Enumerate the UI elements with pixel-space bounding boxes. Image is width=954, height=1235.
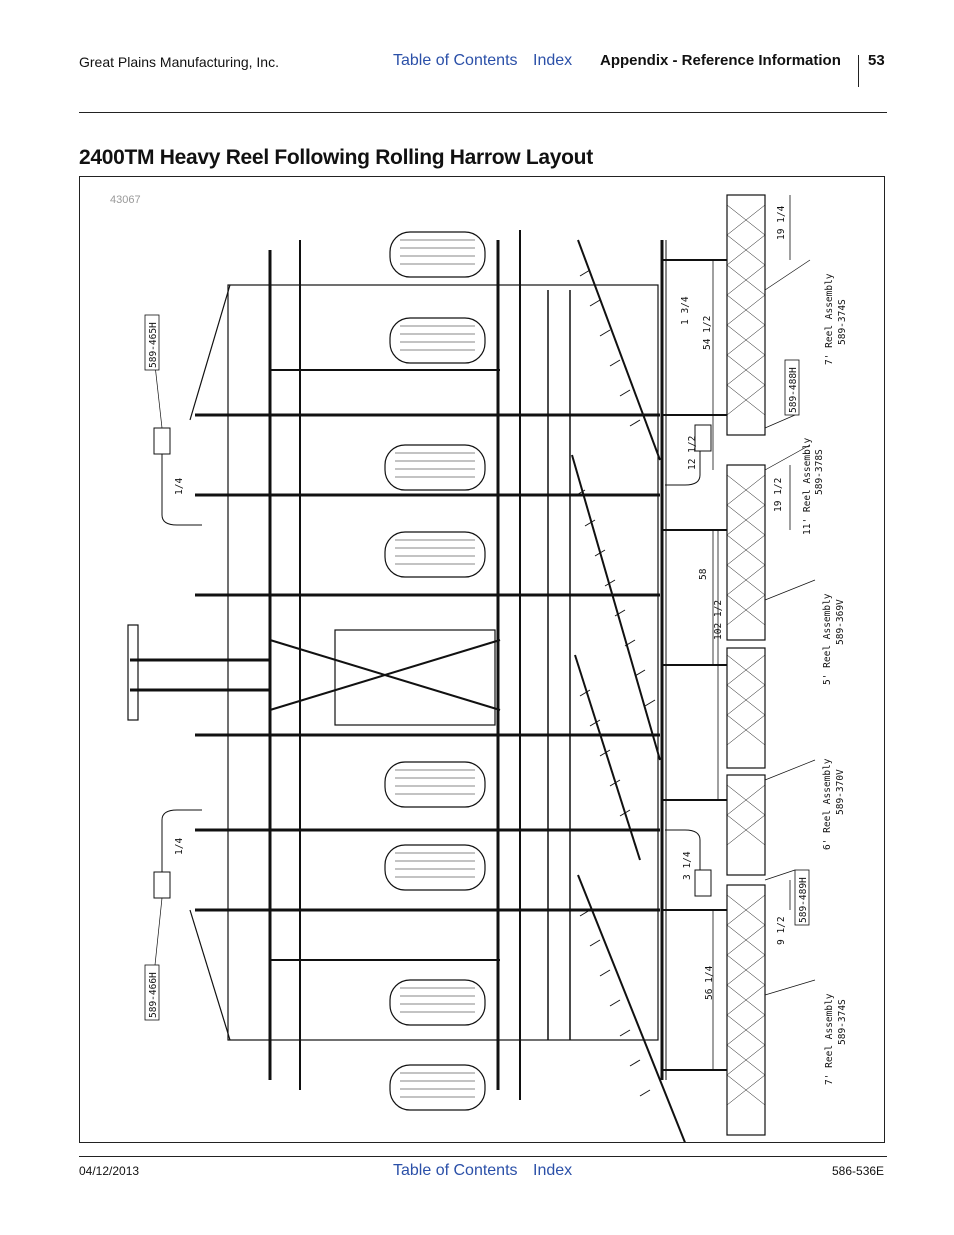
reel-1-label: 7' Reel Assembly [824,273,835,365]
company-name: Great Plains Manufacturing, Inc. [79,54,279,70]
header-index-link[interactable]: Index [533,52,573,69]
dim-58: 58 [698,568,709,580]
reel-5-part: 589-374S [837,999,848,1045]
dim-19-1-2: 19 1/2 [773,477,784,512]
reel-4-part: 589-370V [835,769,846,815]
page-number: 53 [868,52,885,69]
harrow-layout-drawing [80,177,884,1142]
reel-3-label: 5' Reel Assembly [822,593,833,685]
dim-19-1-4: 19 1/4 [776,205,787,240]
dim-12-1-2: 12 1/2 [687,435,698,470]
dim-9-1-2: 9 1/2 [776,916,787,945]
figure-id: 43067 [110,194,141,206]
footer-rule [79,1156,887,1157]
part-label-left-upper: 589-465H [148,322,159,368]
page-title: 2400TM Heavy Reel Following Rolling Harrow Layout [79,146,593,169]
part-label-right-lower: 589-489H [798,877,809,923]
dim-102-1-2: 102 1/2 [713,599,724,640]
header-divider [858,55,859,87]
reel-1-part: 589-374S [837,299,848,345]
header-toc-link[interactable]: Table of Contents [393,52,518,69]
footer-toc-link[interactable]: Table of Contents [393,1162,518,1179]
part-label-right-upper: 589-488H [788,367,799,413]
dim-1-3-4: 1 3/4 [680,296,691,325]
footer-index-link[interactable]: Index [533,1162,573,1179]
dim-3-1-4: 3 1/4 [682,851,693,880]
reel-2-label: 11' Reel Assembly [802,437,813,535]
reel-5-label: 7' Reel Assembly [824,993,835,1085]
part-label-left-lower: 589-466H [148,972,159,1018]
reel-4-label: 6' Reel Assembly [822,758,833,850]
section-title: Appendix - Reference Information [600,52,841,69]
dim-left-1-4-upper: 1/4 [174,477,185,495]
header-rule [79,112,887,113]
reel-3-part: 589-369V [835,599,846,645]
dim-54-1-2: 54 1/2 [702,315,713,350]
footer-date: 04/12/2013 [79,1164,140,1178]
dim-56-1-4: 56 1/4 [704,965,715,1000]
reel-2-part: 589-378S [814,449,825,495]
dim-left-1-4-lower: 1/4 [174,837,185,855]
doc-number: 586-536E [832,1164,885,1178]
